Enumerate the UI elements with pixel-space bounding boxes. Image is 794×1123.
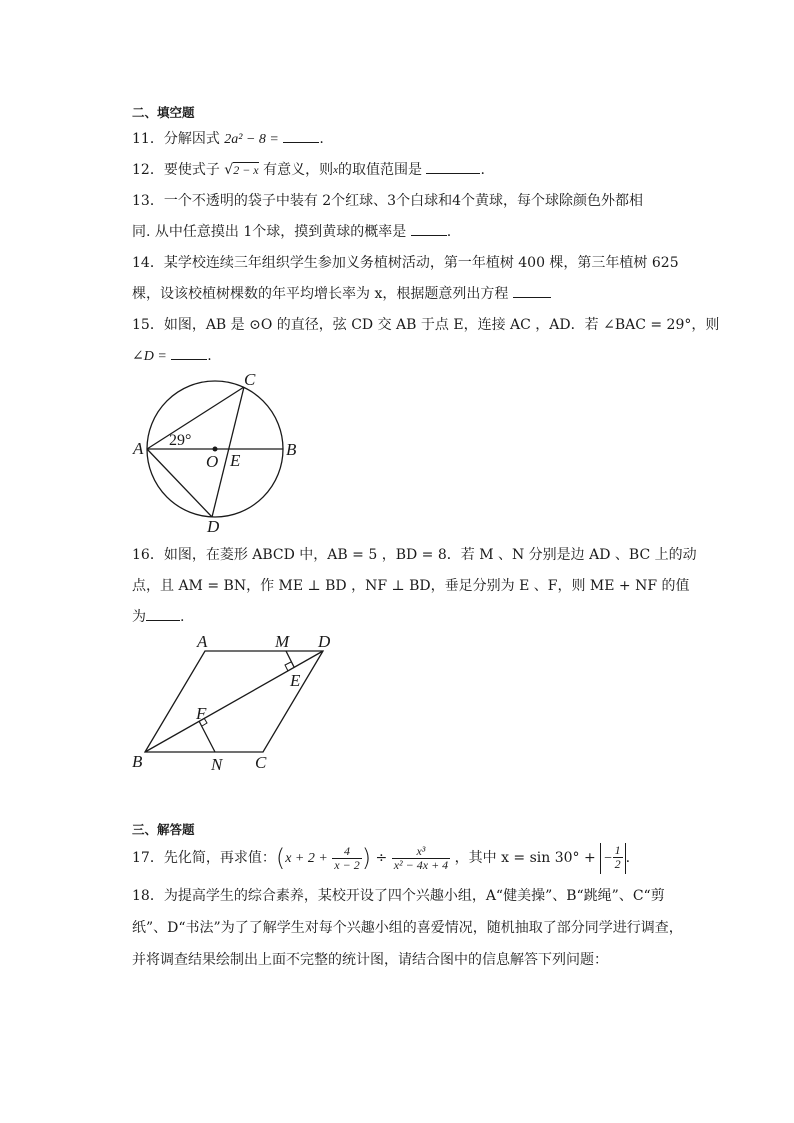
q17-end: . (625, 850, 631, 866)
label-a: A (197, 632, 208, 651)
label-d: D (207, 517, 220, 536)
paren-open: ( (275, 844, 286, 872)
abs-value (600, 843, 625, 874)
section-3-title: 三、解答题 (132, 822, 195, 837)
q11-text: 11．分解因式 (132, 131, 220, 147)
q17-div: ÷ (375, 850, 388, 866)
label-f: F (196, 704, 207, 723)
q12-mid: 有意义，则 (263, 162, 334, 178)
q12-radicand: 2 − x (233, 163, 259, 177)
q16-end: . (180, 609, 185, 625)
angle-label: 29° (169, 432, 192, 449)
section-2-title: 二、填空题 (132, 105, 195, 120)
q12-var: x (333, 164, 338, 176)
abs-num: 1 (614, 843, 621, 857)
question-16-line2: 点，且 AM = BN，作 ME ⊥ BD ，NF ⊥ BD，垂足分别为 E 、F，则 ME + NF 的值 (132, 578, 690, 594)
abs-fraction (613, 844, 623, 871)
q17-part1: x + 2 + (285, 851, 328, 866)
question-13-line1: 13．一个不透明的袋子中装有 2个红球、3个白球和4个黄球，每个球除颜色外都相 (132, 193, 643, 209)
q15-text: ∠D = (132, 349, 167, 364)
q17-mid: ，其中 x = sin 30° + (454, 850, 596, 866)
center-point (213, 447, 218, 452)
question-18-line1: 18．为提高学生的综合素养，某校开设了四个兴趣小组，A“健美操”、B“跳绳”、C“剪 (132, 888, 665, 904)
question-15-line2 (132, 346, 212, 367)
question-16-line3 (132, 607, 184, 627)
q11-end: . (319, 131, 324, 147)
q17-text: 17．先化简，再求值： (132, 850, 276, 866)
label-c: C (244, 370, 256, 389)
segment-me (286, 651, 294, 667)
question-13-line2 (132, 222, 451, 242)
label-d: D (318, 632, 331, 651)
question-17 (132, 840, 630, 876)
question-12 (132, 160, 485, 180)
frac1-num: 4 (343, 843, 350, 858)
label-a: A (133, 439, 144, 458)
label-m: M (275, 632, 290, 651)
answer-blank (146, 608, 180, 621)
question-18-line3: 并将调查结果绘制出上面不完整的统计图，请结合图中的信息解答下列问题： (132, 952, 608, 968)
fraction-1 (332, 845, 361, 872)
q12-end: . (480, 162, 485, 178)
label-o: O (206, 452, 219, 471)
q13-text: 同. 从中任意摸出 1个球，摸到黄球的概率是 (132, 224, 407, 240)
q12-post: 的取值范围是 (337, 162, 422, 178)
circle-figure (125, 370, 315, 540)
q11-expression: 2a² − 8 = (224, 132, 279, 147)
q14-text: 棵，设该校植树棵数的年平均增长率为 x，根据题意列出方程 (132, 286, 509, 302)
question-18-line2: 纸”、D“书法”为了了解学生对每个兴趣小组的喜爱情况，随机抽取了部分同学进行调查， (132, 920, 683, 936)
fraction-2 (392, 845, 450, 872)
label-e: E (290, 671, 301, 690)
rhombus-figure (125, 632, 345, 777)
question-14-line1: 14．某学校连续三年组织学生参加义务植树活动，第一年植树 400 棵，第三年植树 625 (132, 255, 679, 271)
abs-den: 2 (614, 857, 621, 871)
q12-text: 12．要使式子 (132, 162, 220, 178)
q13-end: . (446, 224, 452, 240)
question-15-line1: 15．如图，AB 是 ⊙O 的直径，弦 CD 交 AB 于点 E，连接 AC ，AD．若 ∠BAC = 29°，则 (132, 317, 720, 333)
abs-sign: − (603, 850, 613, 866)
answer-blank (513, 285, 551, 298)
frac2-num: x³ (416, 843, 426, 858)
label-b: B (286, 440, 297, 459)
answer-blank (426, 161, 480, 174)
answer-blank (283, 130, 319, 143)
sqrt-icon: √ (224, 162, 234, 178)
q16-text: 为 (132, 609, 146, 625)
label-e: E (230, 451, 241, 470)
diagonal-bd (145, 651, 323, 752)
answer-blank (411, 223, 447, 236)
frac2-den: x² − 4x + 4 (393, 857, 449, 872)
q15-end: . (207, 348, 212, 364)
label-b: B (132, 752, 143, 771)
frac1-den: x − 2 (334, 857, 360, 872)
question-11 (132, 129, 324, 150)
segment-nf (199, 721, 215, 752)
question-14-line2 (132, 284, 551, 304)
label-n: N (211, 755, 223, 774)
answer-blank (171, 347, 207, 360)
label-c: C (255, 753, 267, 772)
question-16-line1: 16．如图，在菱形 ABCD 中，AB = 5 ，BD = 8．若 M 、N 分别是边 AD 、BC 上的动 (132, 547, 697, 563)
paren-close: ) (361, 844, 372, 872)
segment-ac (147, 387, 244, 449)
